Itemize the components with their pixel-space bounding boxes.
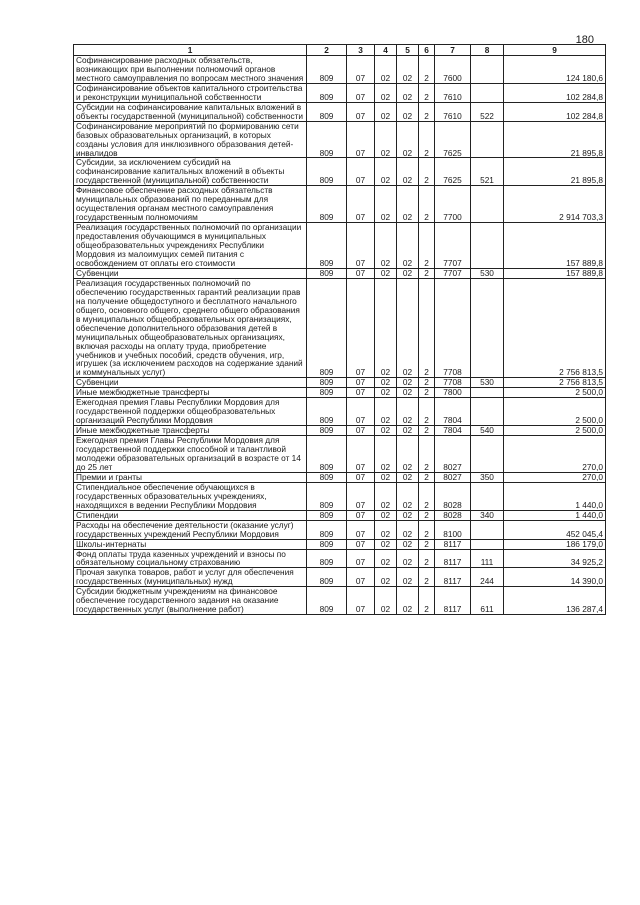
program-cell: 02: [397, 268, 419, 278]
program-cell: 02: [397, 472, 419, 482]
item-name-cell: Стипендии: [74, 510, 307, 520]
item-name-cell: Субвенции: [74, 378, 307, 388]
admin-code-cell: 809: [307, 223, 347, 269]
column-header: 2: [307, 45, 347, 56]
amount-cell: 157 889,8: [504, 268, 606, 278]
amount-cell: 270,0: [504, 472, 606, 482]
program-cell: 02: [397, 121, 419, 158]
amount-cell: 2 500,0: [504, 388, 606, 398]
program-cell: 02: [397, 102, 419, 121]
subsection-cell: 02: [375, 520, 397, 539]
table-row: [74, 472, 606, 482]
amount-cell: 136 287,4: [504, 587, 606, 615]
column-header: 1: [74, 45, 307, 56]
target-item-cell: 8027: [435, 472, 471, 482]
section-cell: 07: [347, 436, 375, 473]
item-name-cell: Премии и гранты: [74, 472, 307, 482]
admin-code-cell: 809: [307, 568, 347, 587]
item-name-cell: Реализация государственных полномочий по организации предоставления обучающимся в муниципальных общеобразовательных учреждениях Республики Мордовия из малоимущих семей питания с освобождением от оплаты его стоимости: [74, 223, 307, 269]
item-name-cell: Финансовое обеспечение расходных обязательств муниципальных образований по переданным для осуществления органам местного самоуправления государственным полномочиям: [74, 186, 307, 223]
item-name-cell: Ежегодная премия Главы Республики Мордовия для государственной поддержки способной и талантливой молодежи образовательных организаций в возрасте от 14 до 25 лет: [74, 436, 307, 473]
item-name-cell: Софинансирование мероприятий по формированию сети базовых образовательных организаций, в которых созданы условия для инклюзивного образования детей-инвалидов: [74, 121, 307, 158]
expense-type-cell: 521: [471, 158, 504, 186]
table-row: [74, 268, 606, 278]
item-name-cell: Стипендиальное обеспечение обучающихся в государственных образовательных учреждениях, находящихся в ведении Республики Мордовия: [74, 482, 307, 510]
expense-type-cell: [471, 121, 504, 158]
subsection-cell: 02: [375, 378, 397, 388]
item-name-cell: Фонд оплаты труда казенных учреждений и взносы по обязательному социальному страхованию: [74, 549, 307, 568]
subprogram-cell: 2: [419, 472, 435, 482]
section-cell: 07: [347, 549, 375, 568]
section-cell: 07: [347, 56, 375, 84]
table-row: [74, 426, 606, 436]
expense-type-cell: 611: [471, 587, 504, 615]
target-item-cell: 8100: [435, 520, 471, 539]
amount-cell: 124 180,6: [504, 56, 606, 84]
expense-type-cell: [471, 56, 504, 84]
admin-code-cell: 809: [307, 56, 347, 84]
subprogram-cell: 2: [419, 587, 435, 615]
section-cell: 07: [347, 268, 375, 278]
subprogram-cell: 2: [419, 83, 435, 102]
item-name-cell: Иные межбюджетные трансферты: [74, 426, 307, 436]
section-cell: 07: [347, 568, 375, 587]
expense-type-cell: [471, 388, 504, 398]
admin-code-cell: 809: [307, 482, 347, 510]
table-row: [74, 158, 606, 186]
amount-cell: 2 756 813,5: [504, 278, 606, 377]
section-cell: 07: [347, 278, 375, 377]
subprogram-cell: 2: [419, 378, 435, 388]
subprogram-cell: 2: [419, 539, 435, 549]
section-cell: 07: [347, 398, 375, 426]
amount-cell: 157 889,8: [504, 223, 606, 269]
table-row: [74, 378, 606, 388]
expense-type-cell: [471, 186, 504, 223]
amount-cell: 14 390,0: [504, 568, 606, 587]
section-cell: 07: [347, 158, 375, 186]
amount-cell: 102 284,8: [504, 83, 606, 102]
admin-code-cell: 809: [307, 186, 347, 223]
expense-type-cell: [471, 482, 504, 510]
section-cell: 07: [347, 186, 375, 223]
column-header: 8: [471, 45, 504, 56]
table-row: [74, 223, 606, 269]
admin-code-cell: 809: [307, 121, 347, 158]
program-cell: 02: [397, 83, 419, 102]
target-item-cell: 7708: [435, 278, 471, 377]
amount-cell: 270,0: [504, 436, 606, 473]
subprogram-cell: 2: [419, 388, 435, 398]
section-cell: 07: [347, 472, 375, 482]
subprogram-cell: 2: [419, 268, 435, 278]
subsection-cell: 02: [375, 83, 397, 102]
program-cell: 02: [397, 158, 419, 186]
item-name-cell: Ежегодная премия Главы Республики Мордовия для государственной поддержки общеобразовательных организаций Республики Мордовия: [74, 398, 307, 426]
subsection-cell: 02: [375, 510, 397, 520]
subprogram-cell: 2: [419, 426, 435, 436]
section-cell: 07: [347, 378, 375, 388]
target-item-cell: 8117: [435, 539, 471, 549]
section-cell: 07: [347, 102, 375, 121]
amount-cell: 1 440,0: [504, 510, 606, 520]
target-item-cell: 7625: [435, 158, 471, 186]
target-item-cell: 7804: [435, 398, 471, 426]
amount-cell: 21 895,8: [504, 121, 606, 158]
expense-type-cell: [471, 398, 504, 426]
table-row: [74, 121, 606, 158]
expense-type-cell: [471, 83, 504, 102]
target-item-cell: 8028: [435, 510, 471, 520]
subprogram-cell: 2: [419, 223, 435, 269]
page-number: 180: [575, 34, 594, 46]
amount-cell: 21 895,8: [504, 158, 606, 186]
program-cell: 02: [397, 398, 419, 426]
subsection-cell: 02: [375, 539, 397, 549]
admin-code-cell: 809: [307, 268, 347, 278]
subsection-cell: 02: [375, 186, 397, 223]
program-cell: 02: [397, 510, 419, 520]
item-name-cell: Расходы на обеспечение деятельности (оказание услуг) государственных учреждений Республики Мордовия: [74, 520, 307, 539]
section-cell: 07: [347, 223, 375, 269]
subsection-cell: 02: [375, 121, 397, 158]
target-item-cell: 7610: [435, 102, 471, 121]
subsection-cell: 02: [375, 482, 397, 510]
target-item-cell: 7800: [435, 388, 471, 398]
subsection-cell: 02: [375, 158, 397, 186]
item-name-cell: Школы-интернаты: [74, 539, 307, 549]
program-cell: 02: [397, 549, 419, 568]
amount-cell: 2 500,0: [504, 426, 606, 436]
program-cell: 02: [397, 520, 419, 539]
target-item-cell: 8117: [435, 568, 471, 587]
table-row: [74, 587, 606, 615]
expense-type-cell: [471, 520, 504, 539]
admin-code-cell: 809: [307, 83, 347, 102]
target-item-cell: 7600: [435, 56, 471, 84]
table-row: [74, 436, 606, 473]
subprogram-cell: 2: [419, 278, 435, 377]
section-cell: 07: [347, 121, 375, 158]
subsection-cell: 02: [375, 472, 397, 482]
subsection-cell: 02: [375, 587, 397, 615]
subprogram-cell: 2: [419, 158, 435, 186]
table-header-row: [74, 45, 606, 56]
table-row: [74, 56, 606, 84]
expense-type-cell: 540: [471, 426, 504, 436]
column-header: 9: [504, 45, 606, 56]
program-cell: 02: [397, 587, 419, 615]
target-item-cell: 8117: [435, 549, 471, 568]
amount-cell: 452 045,4: [504, 520, 606, 539]
subsection-cell: 02: [375, 102, 397, 121]
column-header: 6: [419, 45, 435, 56]
target-item-cell: 7610: [435, 83, 471, 102]
target-item-cell: 8027: [435, 436, 471, 473]
table-row: [74, 398, 606, 426]
column-header: 3: [347, 45, 375, 56]
subsection-cell: 02: [375, 223, 397, 269]
table-row: [74, 549, 606, 568]
program-cell: 02: [397, 278, 419, 377]
subsection-cell: 02: [375, 278, 397, 377]
column-header: 5: [397, 45, 419, 56]
amount-cell: 2 500,0: [504, 398, 606, 426]
expense-type-cell: 350: [471, 472, 504, 482]
admin-code-cell: 809: [307, 549, 347, 568]
item-name-cell: Субсидии, за исключением субсидий на софинансирование капитальных вложений в объекты государственной (муниципальной) собственности: [74, 158, 307, 186]
target-item-cell: 7707: [435, 223, 471, 269]
program-cell: 02: [397, 568, 419, 587]
program-cell: 02: [397, 378, 419, 388]
admin-code-cell: 809: [307, 102, 347, 121]
admin-code-cell: 809: [307, 472, 347, 482]
target-item-cell: 8117: [435, 587, 471, 615]
admin-code-cell: 809: [307, 388, 347, 398]
subprogram-cell: 2: [419, 549, 435, 568]
subsection-cell: 02: [375, 549, 397, 568]
item-name-cell: Иные межбюджетные трансферты: [74, 388, 307, 398]
budget-table: [73, 44, 606, 615]
column-header: 4: [375, 45, 397, 56]
item-name-cell: Прочая закупка товаров, работ и услуг для обеспечения государственных (муниципальных) нужд: [74, 568, 307, 587]
table-row: [74, 482, 606, 510]
amount-cell: 186 179,0: [504, 539, 606, 549]
amount-cell: 2 756 813,5: [504, 378, 606, 388]
section-cell: 07: [347, 426, 375, 436]
target-item-cell: 8028: [435, 482, 471, 510]
subsection-cell: 02: [375, 436, 397, 473]
subsection-cell: 02: [375, 398, 397, 426]
table-body: [74, 56, 606, 615]
program-cell: 02: [397, 482, 419, 510]
expense-type-cell: 530: [471, 268, 504, 278]
target-item-cell: 7707: [435, 268, 471, 278]
subprogram-cell: 2: [419, 102, 435, 121]
target-item-cell: 7700: [435, 186, 471, 223]
item-name-cell: Субсидии на софинансирование капитальных вложений в объекты государственной (муниципальной) собственности: [74, 102, 307, 121]
section-cell: 07: [347, 520, 375, 539]
subprogram-cell: 2: [419, 56, 435, 84]
subsection-cell: 02: [375, 268, 397, 278]
program-cell: 02: [397, 426, 419, 436]
admin-code-cell: 809: [307, 510, 347, 520]
subprogram-cell: 2: [419, 520, 435, 539]
table-row: [74, 568, 606, 587]
table-row: [74, 539, 606, 549]
subprogram-cell: 2: [419, 436, 435, 473]
expense-type-cell: 530: [471, 378, 504, 388]
subsection-cell: 02: [375, 56, 397, 84]
table-row: [74, 388, 606, 398]
section-cell: 07: [347, 587, 375, 615]
expense-type-cell: 111: [471, 549, 504, 568]
section-cell: 07: [347, 510, 375, 520]
section-cell: 07: [347, 388, 375, 398]
program-cell: 02: [397, 436, 419, 473]
table-row: [74, 83, 606, 102]
amount-cell: 1 440,0: [504, 482, 606, 510]
column-header: 7: [435, 45, 471, 56]
table-row: [74, 186, 606, 223]
expense-type-cell: [471, 436, 504, 473]
program-cell: 02: [397, 539, 419, 549]
expense-type-cell: 340: [471, 510, 504, 520]
admin-code-cell: 809: [307, 587, 347, 615]
admin-code-cell: 809: [307, 398, 347, 426]
table-row: [74, 520, 606, 539]
section-cell: 07: [347, 539, 375, 549]
subsection-cell: 02: [375, 388, 397, 398]
admin-code-cell: 809: [307, 539, 347, 549]
subprogram-cell: 2: [419, 121, 435, 158]
table-row: [74, 510, 606, 520]
admin-code-cell: 809: [307, 436, 347, 473]
subsection-cell: 02: [375, 568, 397, 587]
table-row: [74, 278, 606, 377]
expense-type-cell: [471, 223, 504, 269]
target-item-cell: 7708: [435, 378, 471, 388]
program-cell: 02: [397, 223, 419, 269]
subprogram-cell: 2: [419, 510, 435, 520]
subprogram-cell: 2: [419, 398, 435, 426]
item-name-cell: Реализация государственных полномочий по обеспечению государственных гарантий реализации прав на получение общедоступного и бесплатного начального общего, основного общего, среднего общего образования в муниципальных общеобразовательных организациях, обеспечение дополнительного образования детей в муниципальных общеобразовательных организациях, включая расходы на оплату труда, приобретение учебников и учебных пособий, средств обучения, игр, игрушек (за исключением расходов на содержание зданий и коммунальных услуг): [74, 278, 307, 377]
subsection-cell: 02: [375, 426, 397, 436]
expense-type-cell: 522: [471, 102, 504, 121]
section-cell: 07: [347, 482, 375, 510]
section-cell: 07: [347, 83, 375, 102]
expense-type-cell: [471, 539, 504, 549]
admin-code-cell: 809: [307, 158, 347, 186]
target-item-cell: 7804: [435, 426, 471, 436]
admin-code-cell: 809: [307, 278, 347, 377]
program-cell: 02: [397, 56, 419, 84]
expense-type-cell: [471, 278, 504, 377]
admin-code-cell: 809: [307, 378, 347, 388]
item-name-cell: Субсидии бюджетным учреждениям на финансовое обеспечение государственного задания на оказание государственных услуг (выполнение работ): [74, 587, 307, 615]
item-name-cell: Софинансирование расходных обязательств, возникающих при выполнении полномочий органов местного самоуправления по вопросам местного значения: [74, 56, 307, 84]
subprogram-cell: 2: [419, 186, 435, 223]
item-name-cell: Софинансирование объектов капитального строительства и реконструкции муниципальной собственности: [74, 83, 307, 102]
amount-cell: 102 284,8: [504, 102, 606, 121]
subprogram-cell: 2: [419, 482, 435, 510]
amount-cell: 2 914 703,3: [504, 186, 606, 223]
admin-code-cell: 809: [307, 520, 347, 539]
target-item-cell: 7625: [435, 121, 471, 158]
subprogram-cell: 2: [419, 568, 435, 587]
admin-code-cell: 809: [307, 426, 347, 436]
expense-type-cell: 244: [471, 568, 504, 587]
item-name-cell: Субвенции: [74, 268, 307, 278]
amount-cell: 34 925,2: [504, 549, 606, 568]
table-row: [74, 102, 606, 121]
program-cell: 02: [397, 186, 419, 223]
program-cell: 02: [397, 388, 419, 398]
